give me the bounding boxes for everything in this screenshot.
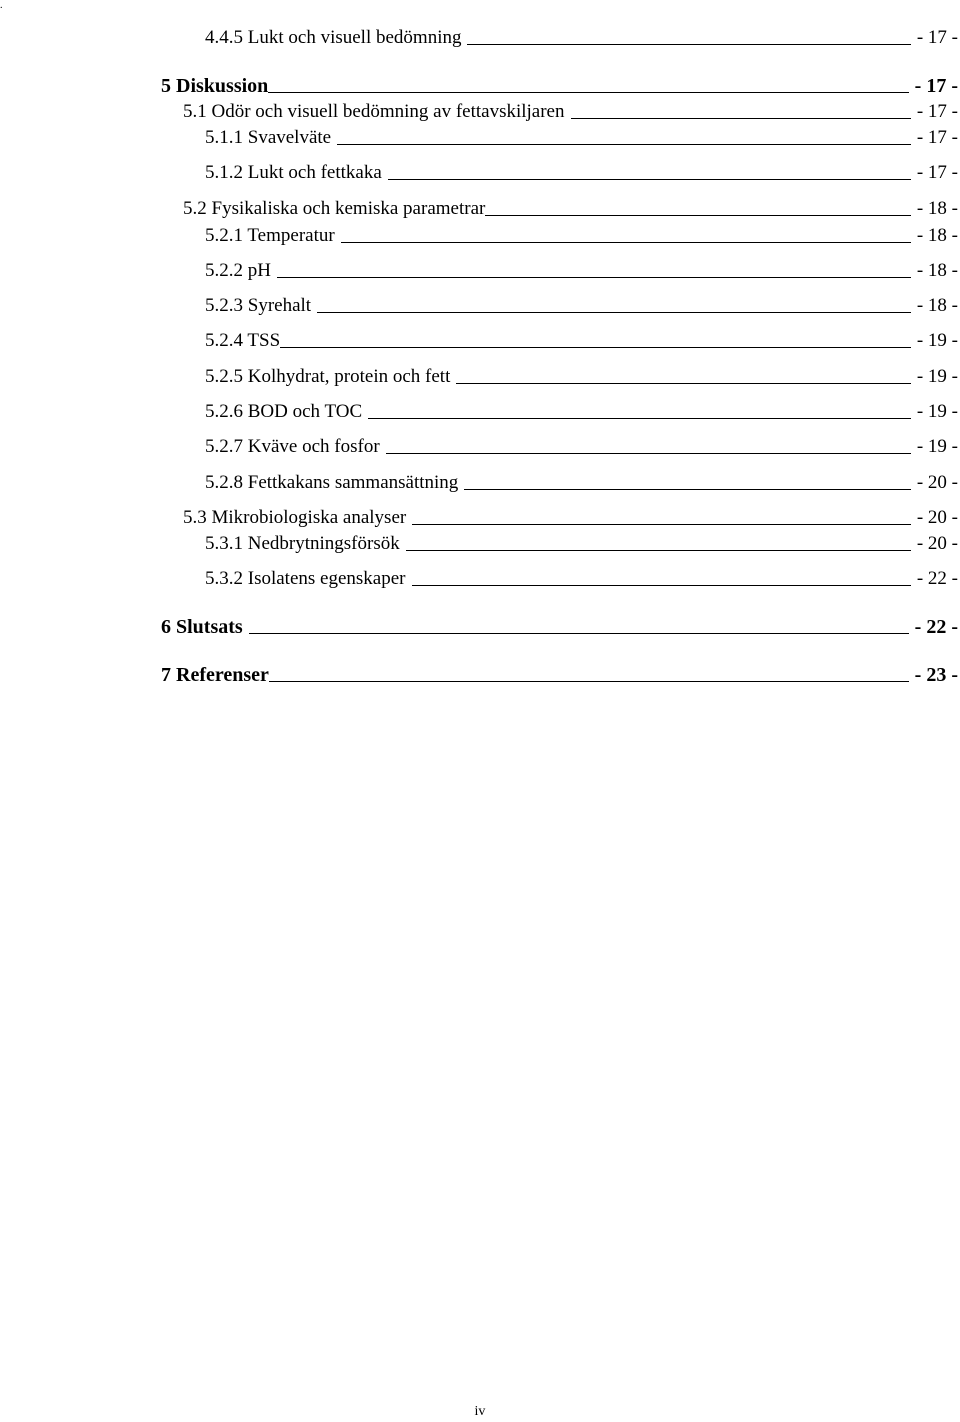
- toc-entry-page: - 20 -: [916, 533, 958, 554]
- toc-entry-5-2-1[interactable]: [205, 219, 958, 247]
- toc-entry-title: 5.3.2 Isolatens egenskaper: [205, 568, 406, 589]
- toc-entry-5-1-2[interactable]: [205, 156, 958, 184]
- toc-entry-title: 5.3 Mikrobiologiska analyser: [183, 507, 407, 528]
- toc-entry-page: - 17 -: [914, 75, 958, 97]
- toc-leader-line: [269, 681, 909, 682]
- toc-entry-5-2[interactable]: [183, 192, 958, 220]
- toc-entry-page: - 19 -: [916, 366, 958, 387]
- toc-leader-line: [388, 179, 911, 180]
- toc-entry-5-3-2[interactable]: [205, 562, 958, 590]
- toc-entry-title: 7 Referenser: [161, 664, 269, 686]
- toc-entry-page: - 20 -: [916, 472, 958, 493]
- toc-leader-line: [412, 524, 911, 525]
- toc-entry-5-2-8[interactable]: [205, 466, 958, 494]
- toc-leader-line: [337, 144, 911, 145]
- toc-entry-5-3[interactable]: [183, 501, 958, 529]
- toc-entry-5-3-1[interactable]: [205, 527, 958, 555]
- toc-entry-4-4-5[interactable]: [205, 21, 958, 49]
- toc-entry-page: - 17 -: [916, 27, 958, 48]
- toc-leader-line: [464, 489, 911, 490]
- page-number: iv: [474, 1404, 486, 1419]
- toc-leader-line: [268, 92, 908, 93]
- toc-entry-5-1[interactable]: [183, 95, 958, 123]
- toc-leader-line: [412, 585, 911, 586]
- toc-entry-title: 5 Diskussion: [161, 75, 269, 97]
- toc-entry-title: 5.1.2 Lukt och fettkaka: [205, 162, 382, 183]
- toc-entry-page: - 17 -: [916, 127, 958, 148]
- toc-entry-page: - 23 -: [914, 664, 958, 686]
- toc-entry-5-2-3[interactable]: [205, 289, 958, 317]
- toc-entry-5-2-2[interactable]: [205, 254, 958, 282]
- toc-entry-title: 5.1 Odör och visuell bedömning av fettavskiljaren: [183, 101, 565, 122]
- toc-entry-5-1-1[interactable]: [205, 121, 958, 149]
- toc-leader-line: [249, 633, 909, 634]
- toc-entry-7[interactable]: [161, 658, 958, 686]
- toc-entry-title: 4.4.5 Lukt och visuell bedömning: [205, 27, 462, 48]
- toc-leader-line: [386, 453, 911, 454]
- toc-entry-title: 5.2.3 Syrehalt: [205, 295, 312, 316]
- toc-entry-5-2-5[interactable]: [205, 360, 958, 388]
- toc-leader-line: [406, 550, 911, 551]
- corner-mark: .: [0, 0, 3, 11]
- toc-entry-page: - 20 -: [916, 507, 958, 528]
- toc-leader-line: [277, 277, 911, 278]
- toc-entry-5-2-6[interactable]: [205, 395, 958, 423]
- toc-entry-title: 5.2.5 Kolhydrat, protein och fett: [205, 366, 451, 387]
- toc-entry-page: - 22 -: [916, 568, 958, 589]
- toc-leader-line: [317, 312, 911, 313]
- toc-entry-title: 5.1.1 Svavelväte: [205, 127, 332, 148]
- toc-leader-line: [280, 347, 911, 348]
- toc-entry-6[interactable]: [161, 610, 958, 638]
- toc-leader-line: [485, 215, 911, 216]
- toc-entry-page: - 17 -: [916, 162, 958, 183]
- toc-entry-title: 5.2.4 TSS: [205, 330, 281, 351]
- toc-entry-page: - 18 -: [916, 198, 958, 219]
- toc-leader-line: [456, 383, 910, 384]
- toc-entry-title: 5.2.7 Kväve och fosfor: [205, 436, 380, 457]
- toc-entry-page: - 18 -: [916, 225, 958, 246]
- toc-leader-line: [341, 242, 911, 243]
- toc-leader-line: [571, 118, 911, 119]
- toc-entry-page: - 18 -: [916, 295, 958, 316]
- toc-entry-title: 5.2.8 Fettkakans sammansättning: [205, 472, 459, 493]
- toc-leader-line: [368, 418, 911, 419]
- toc-entry-title: 6 Slutsats: [161, 616, 243, 638]
- toc-entry-page: - 19 -: [916, 436, 958, 457]
- toc-entry-page: - 19 -: [916, 401, 958, 422]
- toc-entry-title: 5.2 Fysikaliska och kemiska parametrar: [183, 198, 486, 219]
- toc-entry-title: 5.2.1 Temperatur: [205, 225, 335, 246]
- toc-entry-5-2-7[interactable]: [205, 430, 958, 458]
- toc-entry-title: 5.2.2 pH: [205, 260, 271, 281]
- toc-entry-title: 5.2.6 BOD och TOC: [205, 401, 363, 422]
- toc-leader-line: [467, 44, 910, 45]
- toc-entry-page: - 19 -: [916, 330, 958, 351]
- toc-entry-title: 5.3.1 Nedbrytningsförsök: [205, 533, 400, 554]
- toc-entry-page: - 18 -: [916, 260, 958, 281]
- toc-entry-5[interactable]: [161, 69, 958, 97]
- toc-entry-5-2-4[interactable]: [205, 324, 958, 352]
- toc-entry-page: - 17 -: [916, 101, 958, 122]
- toc-entry-page: - 22 -: [914, 616, 958, 638]
